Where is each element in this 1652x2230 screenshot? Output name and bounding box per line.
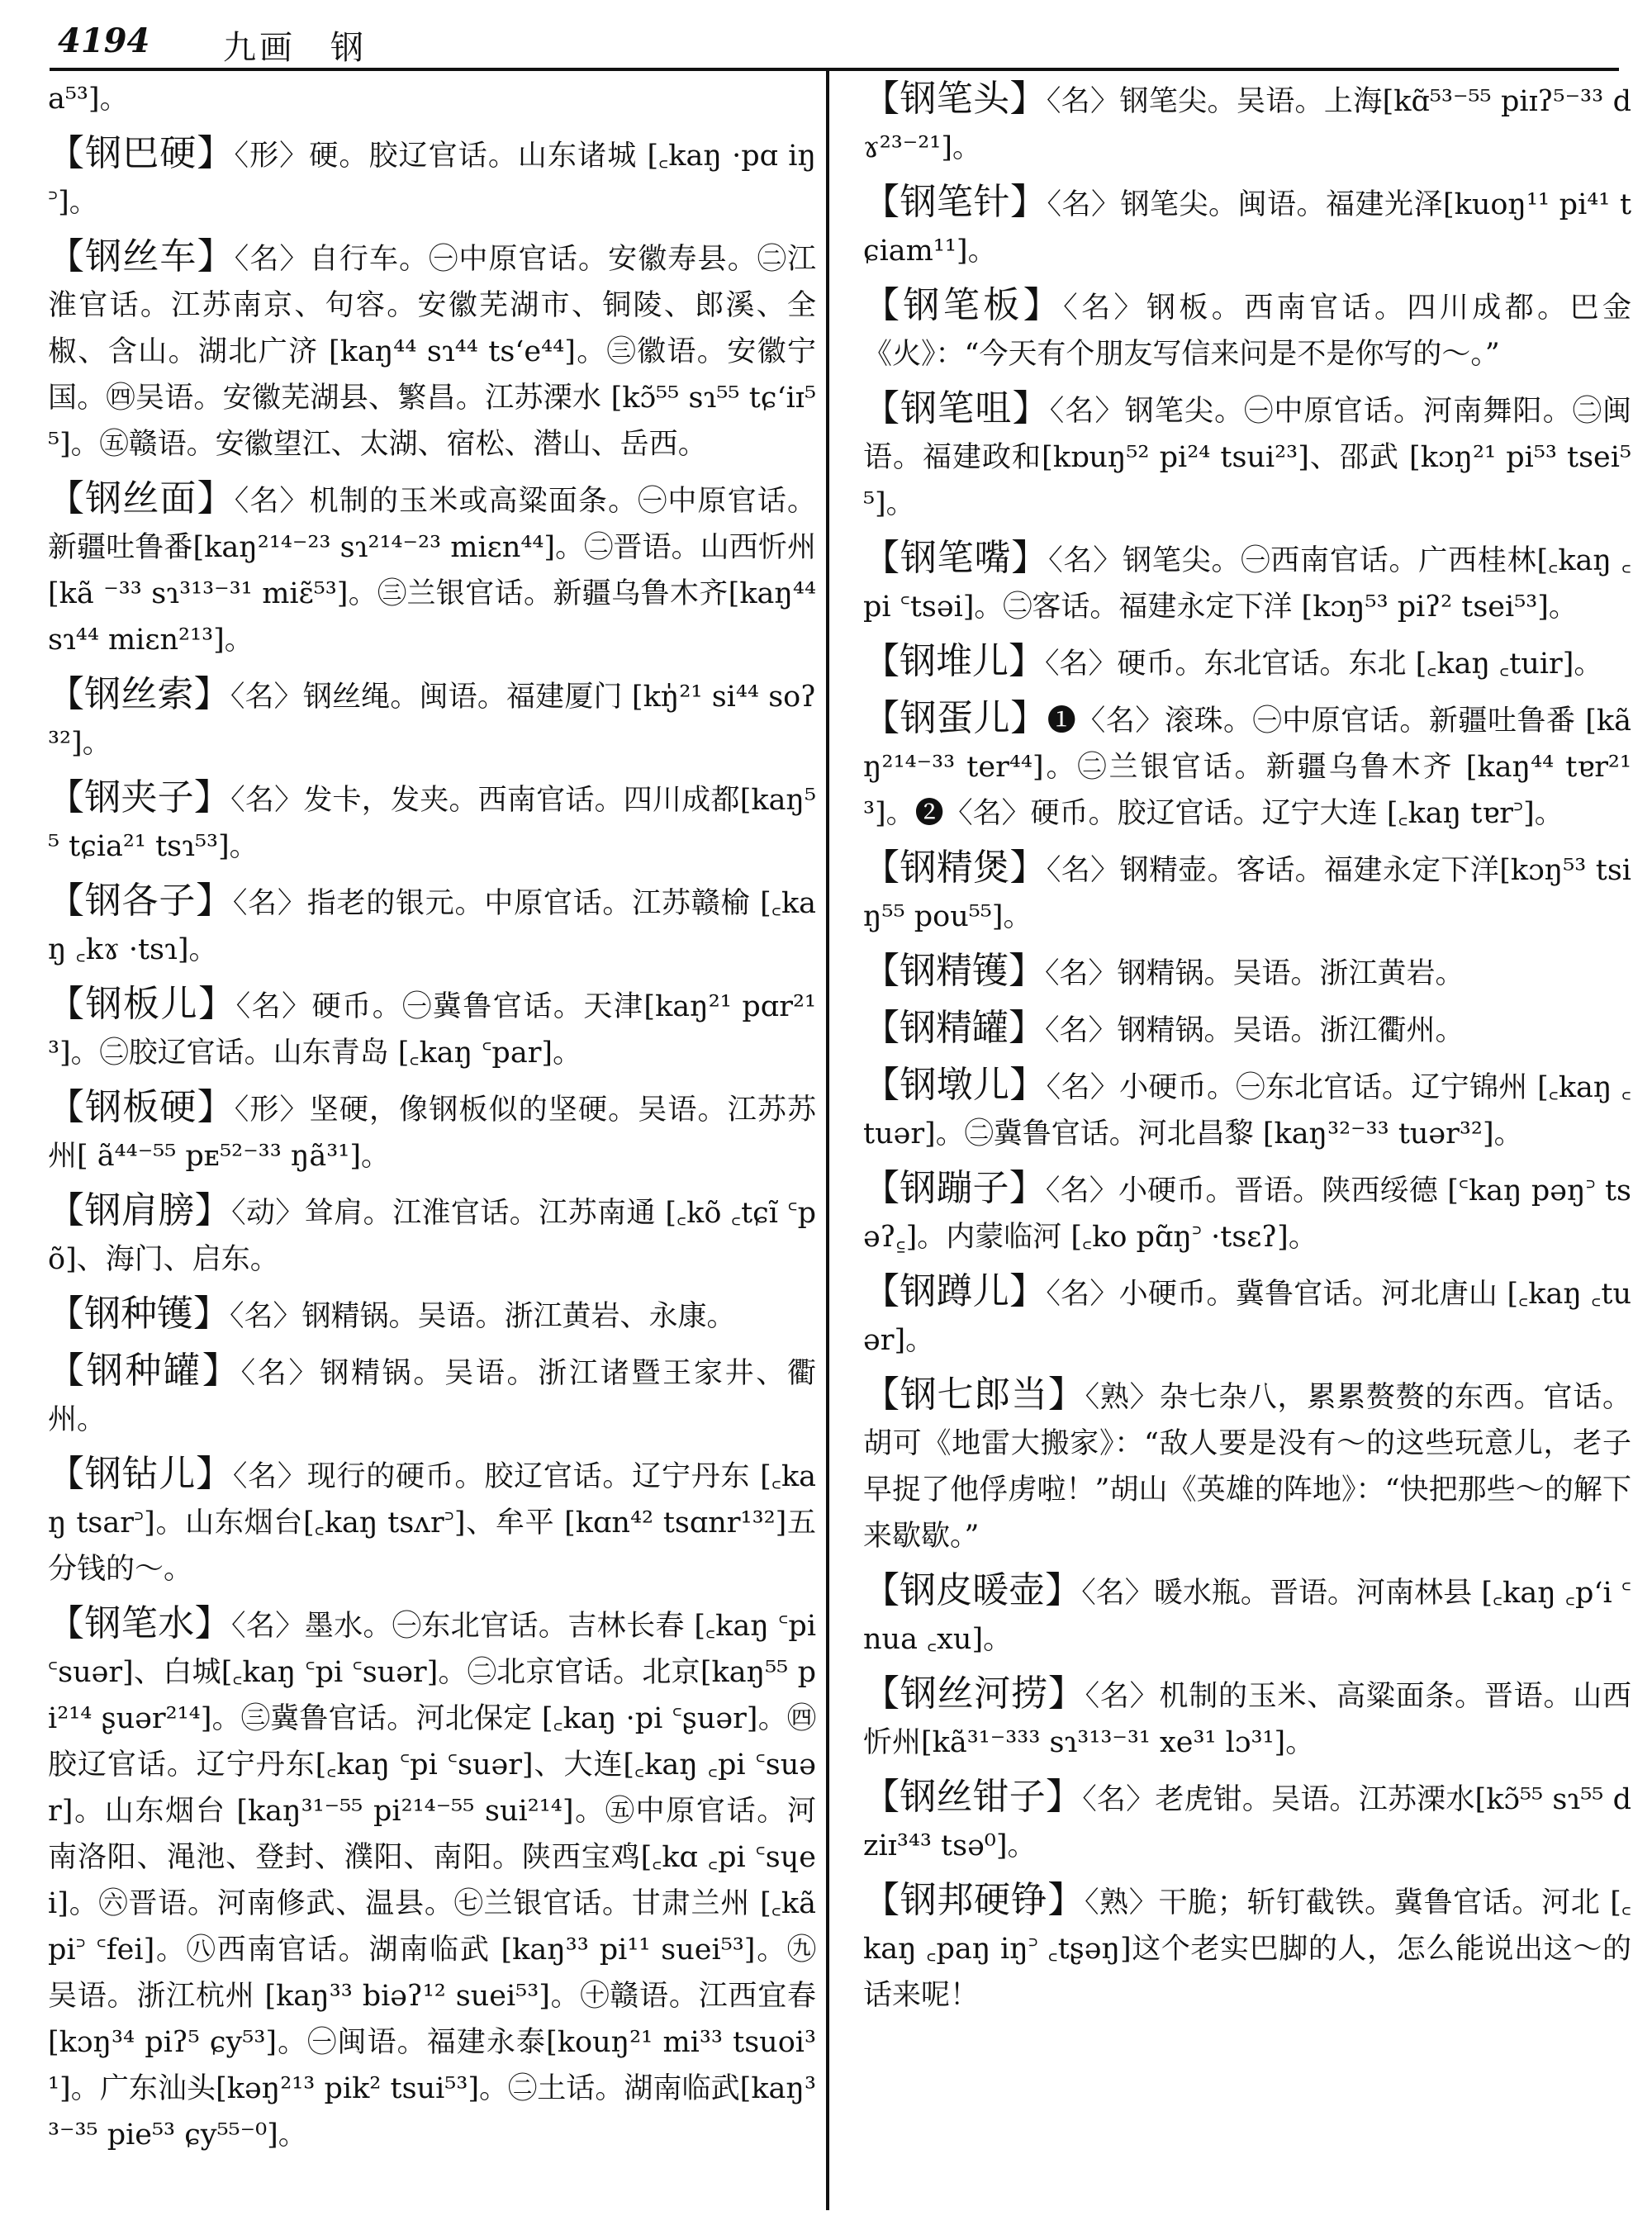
dictionary-entry: [48, 1188, 816, 1283]
entry-headword: 【钢巴硬】: [48, 132, 235, 174]
entry-definition: 〈名〉钢笔尖。㊀中原官话。河南舞阳。㊁闽语。福建政和[kɒuŋ⁵² pi²⁴ tsui²³]、邵武 [kɔŋ²¹ pi⁵³ tsei⁵⁵]。: [863, 395, 1631, 520]
dictionary-entry: [863, 1774, 1631, 1869]
dictionary-entry: [863, 845, 1631, 940]
dictionary-entry: [48, 130, 816, 225]
dictionary-entry: [48, 671, 816, 766]
entry-definition: 〈名〉钢精锅。吴语。浙江衢州。: [1045, 1014, 1464, 1047]
entry-headword: 【钢笔咀】: [863, 387, 1050, 429]
dictionary-entry: [863, 1062, 1631, 1157]
dictionary-entry: [48, 981, 816, 1076]
dictionary-entry: [863, 948, 1631, 997]
left-column: [48, 76, 816, 2166]
entry-definition: 〈形〉硬。胶辽官话。山东诸城 [꜀kaŋ ·pɑ iŋ꜄]。: [48, 140, 816, 219]
dictionary-entry: [863, 1372, 1631, 1559]
entry-definition: 〈名〉墨水。㊀东北官话。吉林长春 [꜀kaŋ ꜂pi ꜂suər]、白城[꜀kaŋ ꜂pi ꜂suər]。㊁北京官话。北京[kaŋ⁵⁵ pi²¹⁴ ʂuər²¹⁴]。㊂冀鲁官话。河北保定 [꜀kaŋ ·pi ꜂ʂuər]。㊃胶辽官话。辽宁丹东[꜀kaŋ ꜂pi ꜂suər]、大连[꜀kaŋ ꜀pi ꜂suər]。山东烟台 [kaŋ³¹⁻⁵⁵ pi²¹⁴⁻⁵⁵ sui²¹⁴]。㊄中原官话。河南洛阳、渑池、登封、濮阳、南阳。陕西宝鸡[꜀kɑ ꜀pi ꜂sɥei]。㊅晋语。河南修武、温县。㊆兰银官话。甘肃兰州 [꜀kã pi꜄ ꜂fei]。㊇西南官话。湖南临武 [kaŋ³³ pi¹¹ suei⁵³]。㊈吴语。浙江杭州 [kaŋ³³ biəʔ¹² suei⁵³]。㊉赣语。江西宜春[kɔŋ³⁴ piʔ⁵ ɕy⁵³]。㊀闽语。福建永泰[kouŋ²¹ mi³³ tsuoi³¹]。广东汕头[kəŋ²¹³ pik² tsui⁵³]。㊁土话。湖南临武[kaŋ³³⁻³⁵ pie⁵³ ɕy⁵⁵⁻⁰]。: [48, 1610, 817, 2152]
entry-definition: 〈名〉钢笔尖。吴语。上海[kɑ̃⁵³⁻⁵⁵ piɪʔ⁵⁻³³ dɤ²³⁻²¹]。: [863, 85, 1632, 164]
dictionary-entry: [863, 386, 1631, 527]
entry-definition: 〈名〉钢精壶。客话。福建永定下洋[kɔŋ⁵³ tsiŋ⁵⁵ pou⁵⁵]。: [863, 854, 1632, 933]
entry-headword: 【钢丝索】: [48, 673, 230, 715]
dictionary-entry: [48, 476, 816, 663]
header-character: 钢: [330, 29, 363, 67]
dictionary-entry: [48, 878, 816, 973]
entry-headword: 【钢肩膀】: [48, 1189, 232, 1231]
entry-definition: 〈名〉机制的玉米或高粱面条。㊀中原官话。新疆吐鲁番[kaŋ²¹⁴⁻²³ sɿ²¹⁴⁻²³ miɛn⁴⁴]。㊁晋语。山西忻州[kã ⁻³³ sɿ³¹³⁻³¹ miɛ̃⁵³]。㊂兰银官话。新疆乌鲁木齐[kaŋ⁴⁴ sɿ⁴⁴ miɛn²¹³]。: [48, 485, 816, 657]
page-number: 4194: [58, 21, 150, 60]
entry-headword: 【钢蹲儿】: [863, 1270, 1047, 1312]
entry-definition: 〈名〉指老的银元。中原官话。江苏赣榆 [꜀kaŋ ꜀kɤ ·tsɿ]。: [48, 887, 817, 966]
entry-definition: 〈名〉小硬币。㊀东北官话。辽宁锦州 [꜀kaŋ ꜀tuər]。㊁冀鲁官话。河北昌黎 [kaŋ³²⁻³³ tuər³²]。: [863, 1071, 1632, 1151]
page-header: [50, 18, 1619, 71]
entry-definition: 〈名〉机制的玉米、高粱面条。晋语。山西忻州[kã³¹⁻³³³ sɿ³¹³⁻³¹ xe³¹ lɔ³¹]。: [863, 1680, 1631, 1759]
entry-definition: 〈名〉钢精锅。吴语。浙江黄岩。: [1045, 957, 1464, 990]
entry-definition: 〈名〉小硬币。晋语。陕西绥德 [꜂kaŋ pəŋ꜄ tsəʔ꜁]。内蒙临河 [꜀ko pɑ̃ŋ꜄ ·tsɛʔ]。: [863, 1174, 1632, 1254]
entry-headword: 【钢种罐】: [48, 1350, 241, 1392]
entry-definition: 〈名〉钢精锅。吴语。浙江诸暨王家井、衢州。: [48, 1357, 816, 1436]
dictionary-entry: [863, 1269, 1631, 1364]
entry-definition: ❶〈名〉滚珠。㊀中原官话。新疆吐鲁番 [kãŋ²¹⁴⁻³³ ter⁴⁴]。㊁兰银官话。新疆乌鲁木齐 [kaŋ⁴⁴ tɐr²¹³]。❷〈名〉硬币。胶辽官话。辽宁大连 [꜀kaŋ tɐr꜄]。: [863, 705, 1632, 830]
entry-definition: 〈名〉自行车。㊀中原官话。安徽寿县。㊁江淮官话。江苏南京、句容。安徽芜湖市、铜陵、郎溪、全椒、含山。湖北广济 [kaŋ⁴⁴ sɿ⁴⁴ tsʻe⁴⁴]。㊂徽语。安徽宁国。㊃吴语。安徽芜湖县、繁昌。江苏溧水 [kɔ̃⁵⁵ sɿ⁵⁵ tɕʻiɪ⁵⁵]。㊄赣语。安徽望江、太湖、宿松、潜山、岳西。: [48, 243, 816, 461]
dictionary-entry: [863, 1165, 1631, 1260]
dictionary-entry: [48, 1601, 816, 2158]
dictionary-entry: [48, 234, 816, 467]
dictionary-entry: [863, 535, 1631, 630]
entry-definition: 〈名〉钢笔尖。闽语。福建光泽[kuoŋ¹¹ pi⁴¹ tɕiam¹¹]。: [863, 188, 1632, 268]
entry-headword: 【钢皮暖壶】: [863, 1569, 1082, 1611]
dictionary-entry: [863, 1877, 1631, 2019]
entry-headword: 【钢丝河捞】: [863, 1672, 1085, 1715]
dictionary-entry: [48, 1291, 816, 1340]
entry-headword: 【钢种镬】: [48, 1293, 230, 1335]
entry-definition: 〈熟〉干脆；斩钉截铁。冀鲁官话。河北 [꜀kaŋ ꜀paŋ iŋ꜄ ꜀tʂəŋ]这个老实巴脚的人，怎么能说出这～的话来呢！: [863, 1886, 1631, 2012]
entry-headword: 【钢笔板】: [863, 284, 1064, 326]
dictionary-entry: [863, 1568, 1631, 1663]
entry-definition: 〈动〉耸肩。江淮官话。江苏南通 [꜀kõ ꜀tɕĩ ꜂põ]、海门、启东。: [48, 1197, 816, 1276]
section-label: 九画: [223, 29, 296, 67]
entry-headword: 【钢各子】: [48, 880, 233, 922]
entry-definition: 〈名〉现行的硬币。胶辽官话。辽宁丹东 [꜀kaŋ tsar꜄]。山东烟台[꜀kaŋ tsʌr꜄]、牟平 [kɑn⁴² tsɑnr¹³²]五分钱的～。: [48, 1460, 817, 1586]
entry-headword: 【钢精镬】: [863, 950, 1045, 992]
entry-headword: 【钢笔头】: [863, 78, 1047, 120]
dictionary-entry: [48, 1451, 816, 1592]
entry-headword: 【钢精煲】: [863, 847, 1047, 889]
entry-definition: 〈名〉小硬币。冀鲁官话。河北唐山 [꜀kaŋ ꜀tuər]。: [863, 1278, 1631, 1357]
dictionary-entry: [48, 775, 816, 870]
entry-headword: 【钢笔针】: [863, 181, 1047, 223]
entry-definition: 〈名〉老虎钳。吴语。江苏溧水[kɔ̃⁵⁵ sɿ⁵⁵ dziɪ³⁴³ tsə⁰]。: [863, 1783, 1631, 1862]
dictionary-entry: [863, 1671, 1631, 1766]
dictionary-entry: [863, 695, 1631, 837]
entry-headword: 【钢丝面】: [48, 477, 235, 520]
entry-headword: 【钢蹦子】: [863, 1167, 1046, 1209]
entry-headword: 【钢钻儿】: [48, 1453, 233, 1495]
dictionary-entry: [863, 638, 1631, 687]
entry-definition: 〈名〉硬币。东北官话。东北 [꜀kaŋ ꜀tuir]。: [1045, 648, 1603, 681]
entry-headword: 【钢蛋儿】: [863, 697, 1047, 739]
dictionary-entry: [48, 1084, 816, 1179]
entry-headword: 【钢板硬】: [48, 1086, 235, 1128]
entry-headword: 【钢墩儿】: [863, 1064, 1047, 1106]
entry-definition: 〈形〉坚硬，像钢板似的坚硬。吴语。江苏苏州[ ã⁴⁴⁻⁵⁵ pᴇ⁵²⁻³³ ŋã³¹]。: [48, 1094, 816, 1173]
entry-headword: 【钢堆儿】: [863, 640, 1045, 682]
entry-definition: 〈名〉暖水瓶。晋语。河南林县 [꜀kaŋ ꜀pʻi ꜂nua ꜀xu]。: [863, 1577, 1631, 1656]
continuation-text: a⁵³]。: [48, 83, 129, 116]
entry-definition: 〈名〉钢丝绳。闽语。福建厦门 [kŋ̍²¹ si⁴⁴ soʔ³²]。: [48, 681, 817, 760]
entry-definition: 〈熟〉杂七杂八，累累赘赘的东西。官话。胡可《地雷大搬家》：“敌人要是没有～的这些玩意儿，老子早捉了他俘虏啦！”胡山《英雄的阵地》：“快把那些～的解下来歇歇。”: [863, 1381, 1631, 1553]
entry-headword: 【钢丝钳子】: [863, 1776, 1083, 1818]
entry-definition: 〈名〉钢板。西南官话。四川成都。巴金《火》：“今天有个朋友写信来问是不是你写的～。”: [863, 292, 1631, 371]
entry-headword: 【钢精罐】: [863, 1007, 1045, 1049]
entry-headword: 【钢笔水】: [48, 1602, 231, 1644]
dictionary-entry: [48, 1348, 816, 1443]
entry-definition: 〈名〉硬币。㊀冀鲁官话。天津[kaŋ²¹ pɑr²¹³]。㊁胶辽官话。山东青岛 [꜀kaŋ ꜂par]。: [48, 990, 816, 1070]
dictionary-entry: [863, 179, 1631, 274]
entry-headword: 【钢七郎当】: [863, 1374, 1085, 1416]
dictionary-entry: [863, 76, 1631, 171]
dictionary-entry: [863, 282, 1631, 377]
entry-definition: 〈名〉钢精锅。吴语。浙江黄岩、永康。: [230, 1300, 736, 1333]
entry-definition: 〈名〉发卡，发夹。西南官话。四川成都[kaŋ⁵⁵ tɕia²¹ tsɿ⁵³]。: [48, 784, 817, 863]
entry-headword: 【钢板儿】: [48, 983, 236, 1025]
right-column: [863, 76, 1631, 2027]
entry-definition: 〈名〉钢笔尖。㊀西南官话。广西桂林[꜀kaŋ ꜀pi ꜂tsəi]。㊁客话。福建永定下洋 [kɔŋ⁵³ piʔ² tsei⁵³]。: [863, 544, 1631, 624]
column-divider: [826, 71, 829, 2210]
entry-headword: 【钢邦硬铮】: [863, 1879, 1085, 1921]
dictionary-entry: [863, 1005, 1631, 1054]
entry-headword: 【钢丝车】: [48, 235, 235, 278]
entry-headword: 【钢笔嘴】: [863, 537, 1049, 579]
entry-headword: 【钢夹子】: [48, 776, 231, 818]
